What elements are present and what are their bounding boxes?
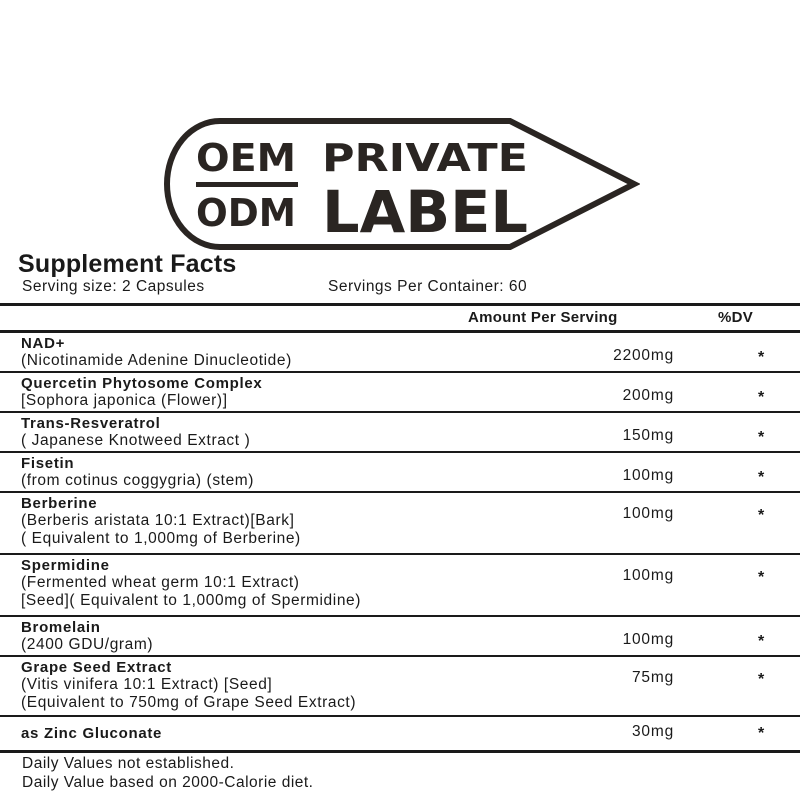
ingredient-amount: 2200mg: [613, 347, 674, 364]
ingredient-name: Spermidine: [21, 557, 110, 574]
ingredient-name: Grape Seed Extract: [21, 659, 172, 676]
row-divider: [0, 451, 800, 453]
ingredient-description: (Fermented wheat germ 10:1 Extract): [21, 574, 300, 591]
ingredient-description: [Seed]( Equivalent to 1,000mg of Spermidine): [21, 592, 362, 609]
row-divider: [0, 371, 800, 373]
ingredient-name: Fisetin: [21, 455, 75, 472]
header-dv: %DV: [718, 309, 754, 326]
ingredient-dv: *: [758, 469, 765, 486]
row-divider: [0, 615, 800, 617]
ingredient-description: (Vitis vinifera 10:1 Extract) [Seed]: [21, 676, 273, 693]
ingredient-description: ( Equivalent to 1,000mg of Berberine): [21, 530, 301, 547]
ingredient-dv: *: [758, 349, 765, 366]
logo-text-oem: OEM: [196, 136, 296, 180]
footer-rule: [0, 750, 800, 753]
ingredient-description: (Nicotinamide Adenine Dinucleotide): [21, 352, 292, 369]
ingredient-dv: *: [758, 671, 765, 688]
ingredient-name: Bromelain: [21, 619, 101, 636]
ingredient-amount: 200mg: [622, 387, 674, 404]
ingredient-name: NAD+: [21, 335, 66, 352]
ingredient-description: (Berberis aristata 10:1 Extract)[Bark]: [21, 512, 295, 529]
footnote-daily-values-not-established: Daily Values not established.: [22, 755, 235, 772]
ingredient-dv: *: [758, 429, 765, 446]
ingredient-description: (Equivalent to 750mg of Grape Seed Extract): [21, 694, 357, 711]
row-divider: [0, 411, 800, 413]
logo-text-private: PRIVATE: [322, 136, 528, 180]
ingredient-description: (from cotinus coggygria) (stem): [21, 472, 255, 489]
ingredient-amount: 150mg: [622, 427, 674, 444]
row-divider: [0, 655, 800, 657]
row-divider: [0, 715, 800, 717]
servings-per-container: Servings Per Container: 60: [328, 278, 528, 295]
ingredient-description: (2400 GDU/gram): [21, 636, 154, 653]
ingredient-amount: 100mg: [622, 631, 674, 648]
row-divider: [0, 553, 800, 555]
ingredient-amount: 75mg: [632, 669, 674, 686]
ingredient-dv: *: [758, 569, 765, 586]
oem-private-label-logo: [162, 116, 640, 252]
serving-size: Serving size: 2 Capsules: [22, 278, 205, 295]
ingredient-name: Trans-Resveratrol: [21, 415, 161, 432]
footnote-daily-value-basis: Daily Value based on 2000-Calorie diet.: [22, 774, 314, 791]
facts-title: Supplement Facts: [18, 250, 237, 278]
ingredient-amount: 100mg: [622, 467, 674, 484]
header-bottom-rule: [0, 330, 800, 333]
ingredient-name: Quercetin Phytosome Complex: [21, 375, 263, 392]
ingredient-dv: *: [758, 633, 765, 650]
ingredient-amount: 100mg: [622, 567, 674, 584]
logo-divider: [196, 182, 298, 187]
row-divider: [0, 491, 800, 493]
ingredient-name: Berberine: [21, 495, 98, 512]
ingredient-amount: 100mg: [622, 505, 674, 522]
header-amount-per-serving: Amount Per Serving: [468, 309, 618, 326]
ingredient-dv: *: [758, 389, 765, 406]
ingredient-description: ( Japanese Knotweed Extract ): [21, 432, 251, 449]
ingredient-dv: *: [758, 725, 765, 742]
ingredient-dv: *: [758, 507, 765, 524]
logo-text-odm: ODM: [196, 191, 296, 235]
ingredient-description: [Sophora japonica (Flower)]: [21, 392, 228, 409]
logo-text-label: LABEL: [322, 178, 528, 246]
ingredient-name: as Zinc Gluconate: [21, 725, 163, 742]
header-top-rule: [0, 303, 800, 306]
ingredient-amount: 30mg: [632, 723, 674, 740]
